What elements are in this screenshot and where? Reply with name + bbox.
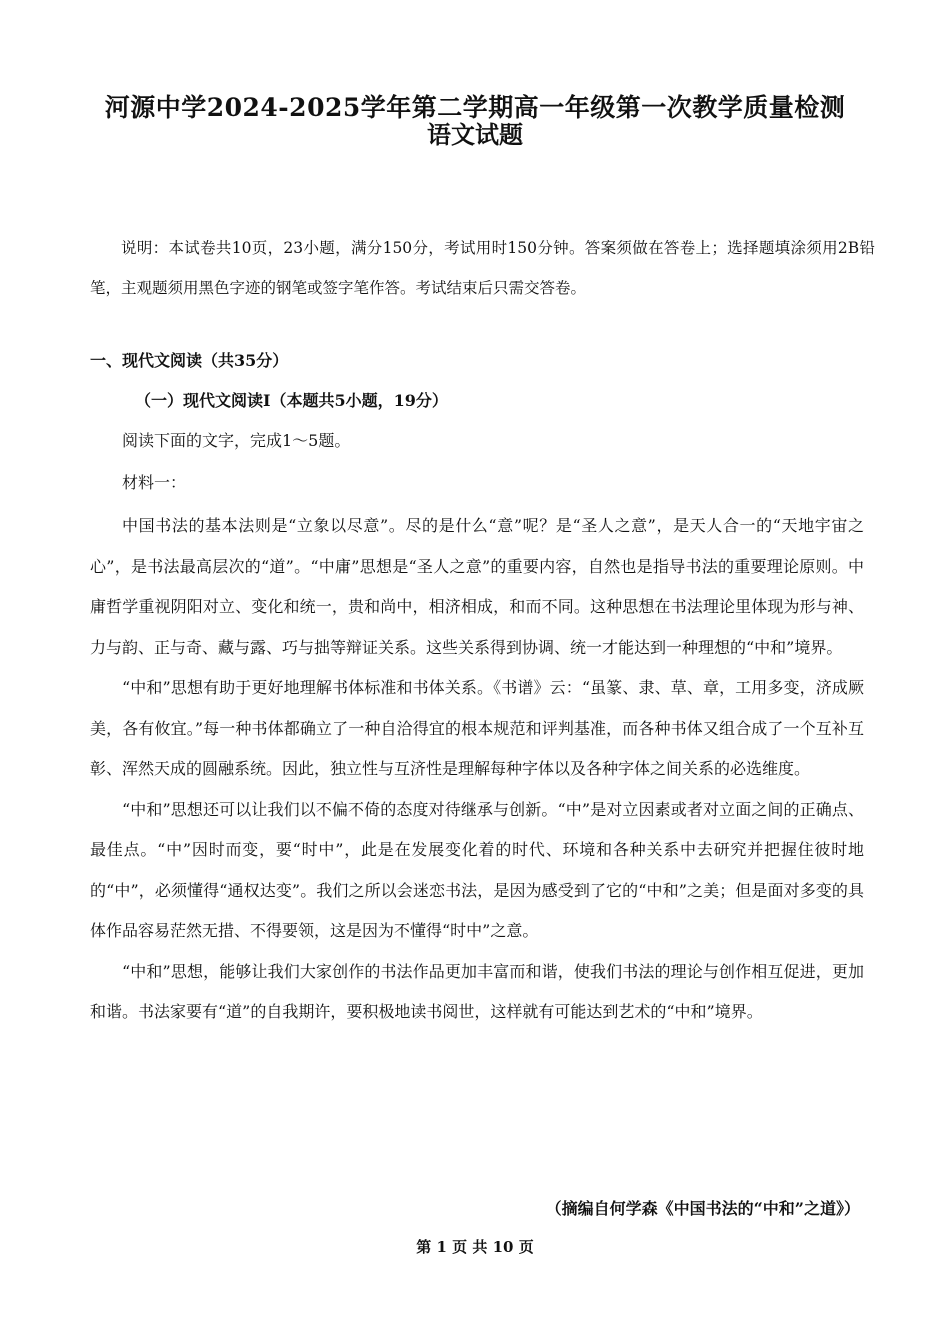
section-heading: 一、现代文阅读（共35分） bbox=[90, 351, 289, 370]
paragraph: 中国书法的基本法则是“立象以尽意”。尽的是什么“意”呢？是“圣人之意”，是天人合一的“天地宇宙之心”，是书法最高层次的“道”。“中庸”思想是“圣人之意”的重要内容，自然也是指导书法的重要理论原则。中庸哲学重视阴阳对立、变化和统一，贵和尚中，相济相成，和而不同。这种思想在书法理论里体现为形与神、力与韵、正与奇、藏与露、巧与拙等辩证关系。这些关系得到协调、统一才能达到一种理想的“中和”境界。 bbox=[90, 516, 864, 657]
exam-notice: 说明：本试卷共10页，23小题，满分150分，考试用时150分钟。答案须做在答卷上；选择题填涂须用2B铅笔，主观题须用黑色字迹的钢笔或签字笔作答。考试结束后只需交答卷。 bbox=[90, 239, 875, 297]
material-label: 材料一： bbox=[122, 473, 187, 492]
exam-subtitle: 语文试题 bbox=[427, 120, 523, 149]
paragraph: “中和”思想有助于更好地理解书体标准和书体关系。《书谱》云：“虽篆、隶、草、章，工用多变，济成厥美，各有攸宜。”每一种书体都确立了一种自洽得宜的根本规范和评判基准，而各种书体又组合成了一个互补互彰、浑然天成的圆融系统。因此，独立性与互济性是理解每种字体以及各种字体之间关系的必选维度。 bbox=[90, 678, 864, 778]
source-citation: （摘编自何学森《中国书法的“中和”之道》） bbox=[545, 1199, 860, 1218]
paragraph: “中和”思想还可以让我们以不偏不倚的态度对待继承与创新。“中”是对立因素或者对立面之间的正确点、最佳点。“中”因时而变，要“时中”，此是在发展变化着的时代、环境和各种关系中去研究并把握住彼时地的“中”，必须懂得“通权达变”。我们之所以会迷恋书法，是因为感受到了它的“中和”之美；但是面对多变的具体作品容易茫然无措、不得要领，这是因为不懂得“时中”之意。 bbox=[90, 799, 864, 940]
material-body bbox=[90, 506, 864, 1033]
subsection-heading: （一）现代文阅读Ⅰ（本题共5小题，19分） bbox=[135, 391, 448, 410]
paragraph: “中和”思想，能够让我们大家创作的书法作品更加丰富而和谐，使我们书法的理论与创作相互促进，更加和谐。书法家要有“道”的自我期许，要积极地读书阅世，这样就有可能达到艺术的“中和”境界。 bbox=[90, 961, 864, 1021]
page-number: 第 1 页 共 10 页 bbox=[416, 1238, 534, 1256]
exam-title: 河源中学2024-2025学年第二学期高一年级第一次教学质量检测 bbox=[104, 93, 846, 122]
reading-instruction: 阅读下面的文字，完成1～5题。 bbox=[122, 431, 351, 450]
